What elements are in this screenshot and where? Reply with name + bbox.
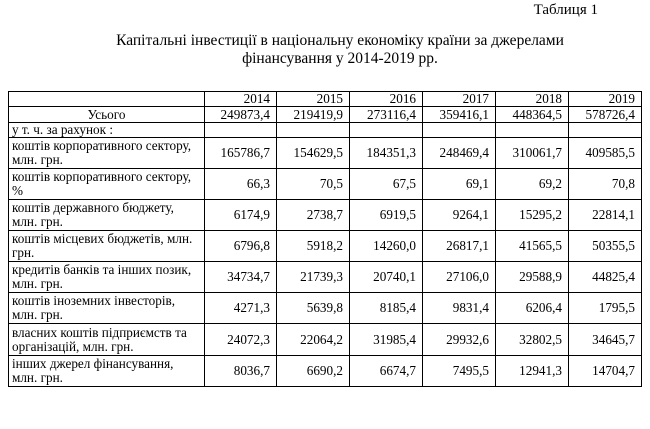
cell-value <box>423 123 496 138</box>
cell-value <box>569 123 642 138</box>
cell-value: 69,1 <box>423 169 496 200</box>
header-year: 2019 <box>569 92 642 107</box>
cell-value: 154629,5 <box>277 138 350 169</box>
header-year: 2016 <box>350 92 423 107</box>
cell-value: 8036,7 <box>205 356 277 387</box>
table-row-subheading <box>9 123 642 138</box>
cell-value: 9831,4 <box>423 293 496 324</box>
cell-value: 5639,8 <box>277 293 350 324</box>
cell-value: 21739,3 <box>277 262 350 293</box>
table-row <box>9 231 642 262</box>
table-row <box>9 262 642 293</box>
cell-value: 6206,4 <box>496 293 569 324</box>
cell-value: 44825,4 <box>569 262 642 293</box>
table-row <box>9 293 642 324</box>
header-year: 2017 <box>423 92 496 107</box>
cell-value: 70,8 <box>569 169 642 200</box>
table-row-total <box>9 107 642 123</box>
cell-value: 8185,4 <box>350 293 423 324</box>
cell-value: 26817,1 <box>423 231 496 262</box>
table-row <box>9 200 642 231</box>
row-label: кредитів банків та інших позик, млн. грн. <box>9 262 205 293</box>
cell-value: 34645,7 <box>569 324 642 356</box>
cell-value: 6919,5 <box>350 200 423 231</box>
cell-value <box>277 123 350 138</box>
cell-value: 448364,5 <box>496 107 569 123</box>
cell-value: 4271,3 <box>205 293 277 324</box>
cell-value: 70,5 <box>277 169 350 200</box>
row-label: коштів місцевих бюджетів, млн. грн. <box>9 231 205 262</box>
cell-value: 7495,5 <box>423 356 496 387</box>
row-label: коштів державного бюджету, млн. грн. <box>9 200 205 231</box>
cell-value: 310061,7 <box>496 138 569 169</box>
table-title <box>40 32 640 68</box>
cell-value: 9264,1 <box>423 200 496 231</box>
header-corner <box>9 92 205 107</box>
cell-value: 67,5 <box>350 169 423 200</box>
cell-value: 34734,7 <box>205 262 277 293</box>
table-row <box>9 324 642 356</box>
cell-value: 165786,7 <box>205 138 277 169</box>
cell-value: 15295,2 <box>496 200 569 231</box>
row-label: у т. ч. за рахунок : <box>9 123 205 138</box>
cell-value: 248469,4 <box>423 138 496 169</box>
header-row <box>9 92 642 107</box>
row-label: інших джерел фінансування, млн. грн. <box>9 356 205 387</box>
cell-value: 249873,4 <box>205 107 277 123</box>
cell-value: 409585,5 <box>569 138 642 169</box>
title-line-1: Капітальні інвестиції в національну економіку країни за джерелами <box>116 32 564 49</box>
header-year: 2015 <box>277 92 350 107</box>
table-row <box>9 356 642 387</box>
cell-value: 24072,3 <box>205 324 277 356</box>
cell-value: 5918,2 <box>277 231 350 262</box>
cell-value: 6674,7 <box>350 356 423 387</box>
cell-value: 29588,9 <box>496 262 569 293</box>
cell-value: 31985,4 <box>350 324 423 356</box>
cell-value: 219419,9 <box>277 107 350 123</box>
cell-value: 14260,0 <box>350 231 423 262</box>
cell-value: 32802,5 <box>496 324 569 356</box>
cell-value: 578726,4 <box>569 107 642 123</box>
row-label: власних коштів підприємств та організацій, млн. грн. <box>9 324 205 356</box>
cell-value: 2738,7 <box>277 200 350 231</box>
cell-value: 22064,2 <box>277 324 350 356</box>
title-line-2: фінансування у 2014-2019 рр. <box>242 50 438 67</box>
investment-table <box>8 91 642 387</box>
cell-value: 14704,7 <box>569 356 642 387</box>
cell-value: 12941,3 <box>496 356 569 387</box>
cell-value: 66,3 <box>205 169 277 200</box>
cell-value: 6796,8 <box>205 231 277 262</box>
row-label: коштів корпоративного сектору, % <box>9 169 205 200</box>
cell-value: 20740,1 <box>350 262 423 293</box>
header-year: 2018 <box>496 92 569 107</box>
cell-value: 6690,2 <box>277 356 350 387</box>
cell-value: 50355,5 <box>569 231 642 262</box>
cell-value <box>496 123 569 138</box>
table-row <box>9 169 642 200</box>
cell-value: 273116,4 <box>350 107 423 123</box>
cell-value: 29932,6 <box>423 324 496 356</box>
cell-value: 359416,1 <box>423 107 496 123</box>
cell-value: 22814,1 <box>569 200 642 231</box>
cell-value <box>205 123 277 138</box>
cell-value: 6174,9 <box>205 200 277 231</box>
cell-value: 69,2 <box>496 169 569 200</box>
table-number: Таблиця 1 <box>533 2 598 18</box>
cell-value: 41565,5 <box>496 231 569 262</box>
row-label: коштів іноземних інвесторів, млн. грн. <box>9 293 205 324</box>
table-row <box>9 138 642 169</box>
header-year: 2014 <box>205 92 277 107</box>
cell-value <box>350 123 423 138</box>
cell-value: 1795,5 <box>569 293 642 324</box>
cell-value: 27106,0 <box>423 262 496 293</box>
cell-value: 184351,3 <box>350 138 423 169</box>
row-label: Усього <box>9 107 205 123</box>
row-label: коштів корпоративного сектору, млн. грн. <box>9 138 205 169</box>
